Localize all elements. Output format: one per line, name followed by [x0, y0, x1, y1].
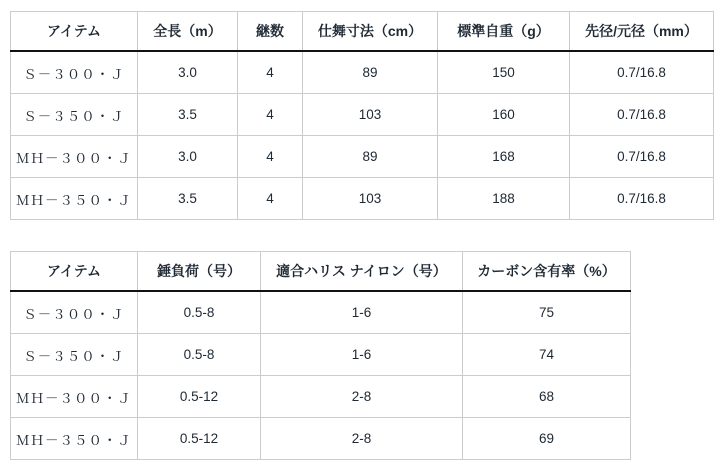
item-cell: Ｓ－３００・Ｊ — [11, 51, 138, 94]
header-cell-carbon-content: カーボン含有率（%） — [463, 252, 631, 292]
table-cell: 103 — [303, 178, 438, 220]
table-row — [11, 94, 714, 136]
item-cell: ＭＨ－３５０・Ｊ — [11, 418, 138, 460]
table-cell: 74 — [463, 334, 631, 376]
table-row — [11, 291, 631, 334]
table-cell: 1-6 — [261, 334, 463, 376]
table-cell: 3.0 — [138, 136, 238, 178]
header-cell-weight: 標準自重（g） — [438, 12, 570, 52]
table-cell: 168 — [438, 136, 570, 178]
item-cell: Ｓ－３５０・Ｊ — [11, 334, 138, 376]
table-row — [11, 418, 631, 460]
table-cell: 150 — [438, 51, 570, 94]
item-cell: Ｓ－３５０・Ｊ — [11, 94, 138, 136]
table-cell: 3.5 — [138, 178, 238, 220]
header-cell-closed-length: 仕舞寸法（cm） — [303, 12, 438, 52]
header-cell-item: アイテム — [11, 252, 138, 292]
header-cell-tip-butt-diameter: 先径/元径（mm） — [570, 12, 714, 52]
table-cell: 188 — [438, 178, 570, 220]
table-cell: 0.5-8 — [138, 291, 261, 334]
table-header-row — [11, 252, 631, 292]
table-cell: 0.5-8 — [138, 334, 261, 376]
table-cell: 2-8 — [261, 418, 463, 460]
item-cell: ＭＨ－３５０・Ｊ — [11, 178, 138, 220]
item-cell: Ｓ－３００・Ｊ — [11, 291, 138, 334]
table-cell: 4 — [238, 136, 303, 178]
table-row — [11, 334, 631, 376]
table-cell: 89 — [303, 51, 438, 94]
table-cell: 3.0 — [138, 51, 238, 94]
table-cell: 4 — [238, 94, 303, 136]
spec-table-line-specs — [10, 251, 631, 460]
table-cell: 0.7/16.8 — [570, 136, 714, 178]
table-header-row — [11, 12, 714, 52]
table-cell: 160 — [438, 94, 570, 136]
table-cell: 2-8 — [261, 376, 463, 418]
table-row — [11, 376, 631, 418]
table-row — [11, 51, 714, 94]
table-cell: 89 — [303, 136, 438, 178]
header-cell-item: アイテム — [11, 12, 138, 52]
header-cell-sinker-load: 錘負荷（号） — [138, 252, 261, 292]
spec-table-dimensions — [10, 11, 714, 220]
table-cell: 4 — [238, 51, 303, 94]
table-cell: 0.5-12 — [138, 418, 261, 460]
table-cell: 0.5-12 — [138, 376, 261, 418]
table-cell: 4 — [238, 178, 303, 220]
header-cell-sections: 継数 — [238, 12, 303, 52]
table-row — [11, 136, 714, 178]
table-cell: 69 — [463, 418, 631, 460]
table-cell: 75 — [463, 291, 631, 334]
header-cell-leader-nylon: 適合ハリス ナイロン（号） — [261, 252, 463, 292]
header-cell-total-length: 全長（m） — [138, 12, 238, 52]
table-cell: 68 — [463, 376, 631, 418]
table-cell: 0.7/16.8 — [570, 178, 714, 220]
table-row — [11, 178, 714, 220]
table-cell: 103 — [303, 94, 438, 136]
table-cell: 3.5 — [138, 94, 238, 136]
table-cell: 0.7/16.8 — [570, 94, 714, 136]
item-cell: ＭＨ－３００・Ｊ — [11, 136, 138, 178]
table-cell: 1-6 — [261, 291, 463, 334]
table-cell: 0.7/16.8 — [570, 51, 714, 94]
item-cell: ＭＨ－３００・Ｊ — [11, 376, 138, 418]
